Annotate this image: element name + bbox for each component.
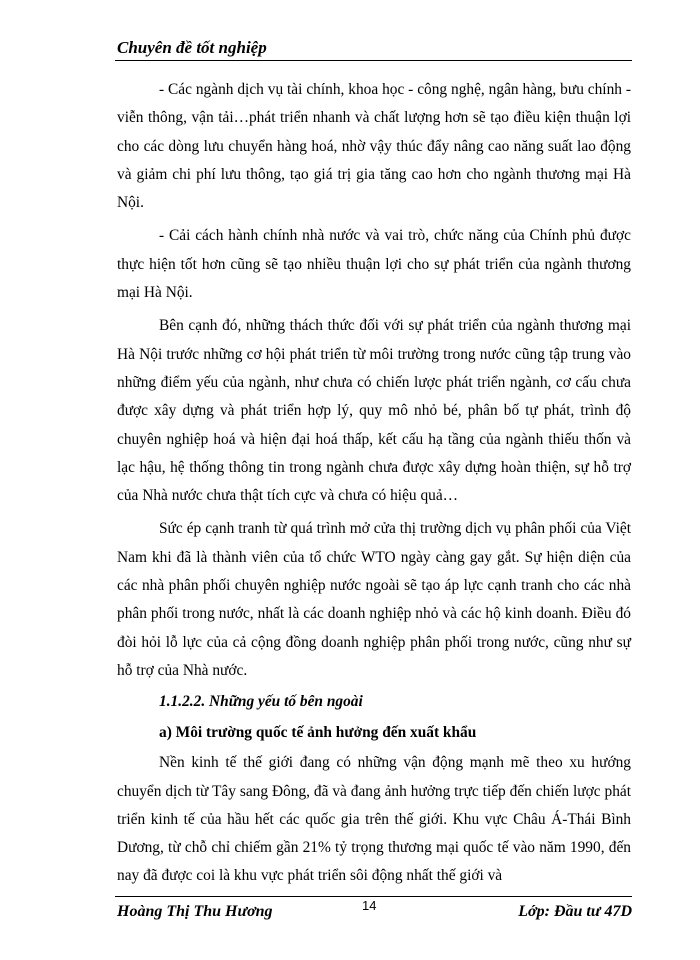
paragraph-world-economy: Nền kinh tế thế giới đang có những vận động mạnh mẽ theo xu hướng chuyển dịch từ Tây sang Đông, đã và đang ảnh hưởng trực tiếp đến chiến lược phát triển kinh tế của hầu hết các quốc gia trên thế giới. Khu vực Châu Á-Thái Bình Dương, từ chỗ chỉ chiếm gần 21% tỷ trọng thương mại quốc tế vào năm 1990, đến nay đã được coi là khu vực phát triển sôi động nhất thế giới và	[117, 754, 631, 885]
page-number: 14	[362, 898, 377, 913]
paragraph-administrative-reform: - Cải cách hành chính nhà nước và vai trò, chức năng của Chính phủ được thực hiện tốt hơn cũng sẽ tạo nhiều thuận lợi cho sự phát triển của ngành thương mại Hà Nội.	[117, 227, 631, 302]
footer-author: Hoàng Thị Thu Hương	[117, 903, 273, 920]
footer-divider	[115, 896, 632, 897]
footer-class: Lớp: Đầu tư 47D	[518, 903, 632, 920]
paragraph-challenges: Bên cạnh đó, những thách thức đối với sự phát triển của ngành thương mại Hà Nội trước những cơ hội phát triển từ môi trường trong nước cũng tập trung vào những điểm yếu của ngành, như chưa có chiến lược phát triển ngành, cơ cấu chưa được xây dựng và phát triển hợp lý, quy mô nhỏ bé, phân bố tự phát, trình độ chuyên nghiệp hoá và hiện đại hoá thấp, kết cấu hạ tầng của ngành thiếu thốn và lạc hậu, hệ thống thông tin trong ngành chưa được xây dựng hoàn thiện, sự hỗ trợ của Nhà nước chưa thật tích cực và chưa có hiệu quả…	[117, 317, 631, 505]
page-header-title: Chuyên đề tốt nghiệp	[117, 38, 267, 57]
document-body	[117, 76, 631, 896]
paragraph-financial-services: - Các ngành dịch vụ tài chính, khoa học - công nghệ, ngân hàng, bưu chính - viễn thông, vận tải…phát triển nhanh và chất lượng hơn sẽ tạo điều kiện thuận lợi cho các dòng lưu chuyển hàng hoá, nhờ vậy thúc đẩy nâng cao năng suất lao động và giảm chi phí lưu thông, tạo giá trị gia tăng cao hơn cho ngành thương mại Hà Nội.	[117, 81, 631, 212]
section-heading: 1.1.2.2. Những yếu tố bên ngoài	[159, 693, 363, 711]
subsection-heading: a) Môi trường quốc tế ảnh hưởng đến xuất khẩu	[159, 724, 477, 742]
header-divider	[115, 60, 632, 61]
paragraph-competition-pressure: Sức ép cạnh tranh từ quá trình mở cửa thị trường dịch vụ phân phối của Việt Nam khi đã là thành viên của tổ chức WTO ngày càng gay gắt. Sự hiện diện của các nhà phân phối chuyên nghiệp nước ngoài sẽ tạo áp lực cạnh tranh cho các nhà phân phối trong nước, nhất là các doanh nghiệp nhỏ và các hộ kinh doanh. Điều đó đòi hỏi lỗ lực của cả cộng đồng doanh nghiệp phân phối trong nước, cũng như sự hỗ trợ của Nhà nước.	[117, 520, 631, 679]
